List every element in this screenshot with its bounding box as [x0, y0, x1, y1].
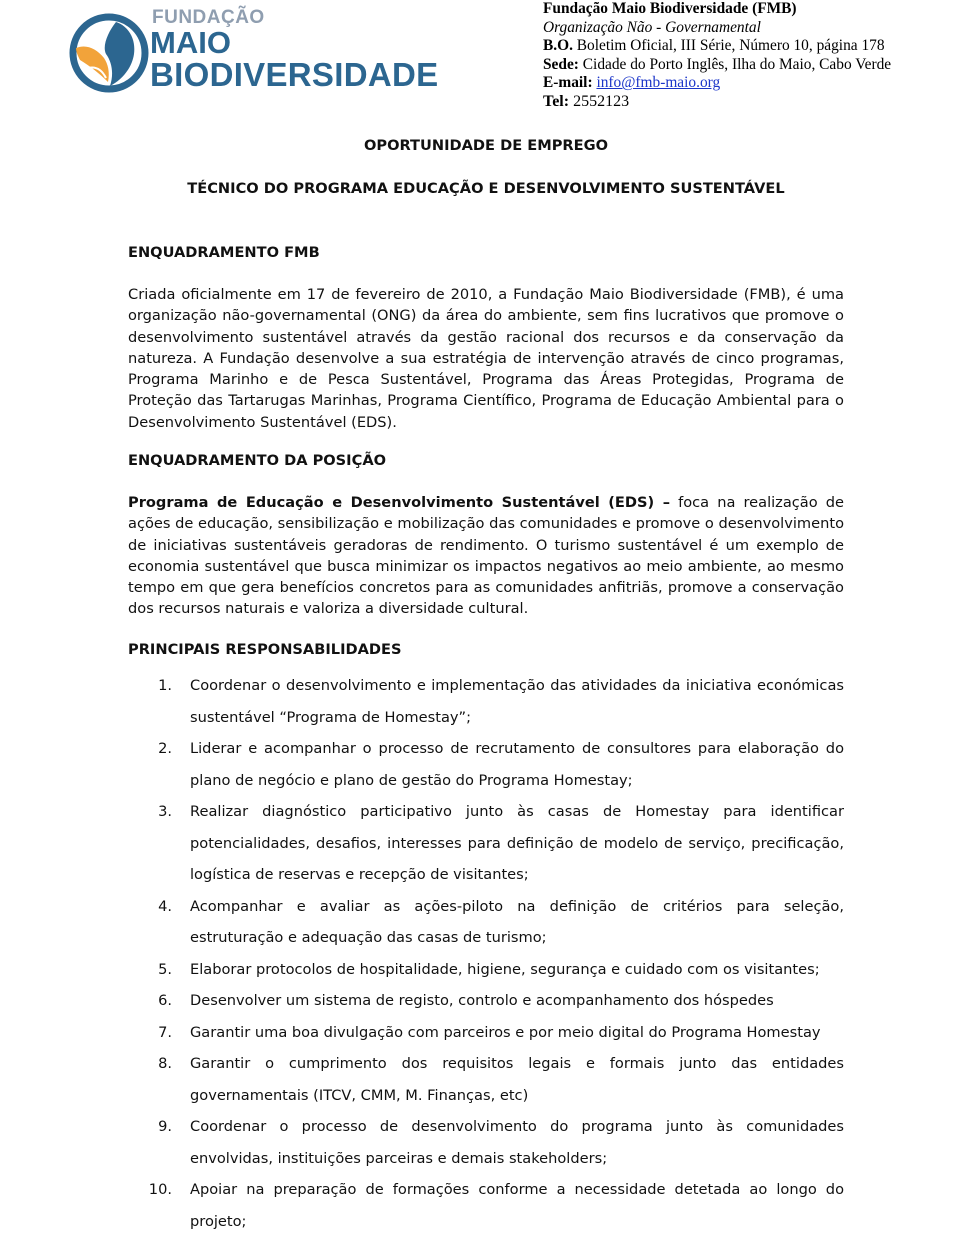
page-title: OPORTUNIDADE DE EMPREGO: [363, 137, 609, 154]
org-type: Organização Não - Governamental: [543, 18, 761, 36]
section-body-position: [128, 492, 844, 620]
island-bird-logo-icon: [66, 8, 152, 94]
sede-text: Cidade do Porto Inglês, Ilha do Maio, Cabo Verde: [582, 55, 892, 73]
program-lead: Programa de Educação e Desenvolvimento Sustentável (EDS) –: [128, 494, 671, 511]
list-item: 7. Garantir uma boa divulgação com parceiros e por meio digital do Programa Homestay: [158, 1023, 821, 1041]
page-subtitle: TÉCNICO DO PROGRAMA EDUCAÇÃO E DESENVOLVIMENTO SUSTENTÁVEL: [187, 180, 785, 197]
org-header: [543, 0, 953, 112]
sede-label: Sede:: [543, 55, 579, 73]
program-description: foca na realização de ações de educação, sensibilização e mobilização das comunidades e promove o desenvolvimento de iniciativas sustentáveis geradoras de rendimento. O turismo sustentável é um exemplo de economia sustentável que busca minimizar os impactos negativos ao meio ambiente, ao mesmo tempo em que gera benefícios concretos para as comunidades anfitriãs, promove a conservação dos recursos naturais e valoriza a diversidade cultural.: [128, 494, 844, 618]
section-body-fmb: Criada oficialmente em 17 de fevereiro de 2010, a Fundação Maio Biodiversidade (FMB), é uma organização não-governamental (ONG) da área do ambiente, sem fins lucrativos que promove o desenvolvimento sustentável através da gestão racional dos recursos e da conservação da natureza. A Fundação desenvolve a sua estratégia de intervenção através de cinco programas, Programa Marinho e de Pesca Sustentável, Programa das Áreas Protegidas, Programa de Proteção das Tartarugas Marinhas, Programa Científico, Programa de Educação Ambiental para o Desenvolvimento Sustentável (EDS).: [128, 286, 844, 431]
fmb-logo: [66, 8, 446, 100]
tel-number: 2552123: [573, 92, 630, 110]
responsibilities-list: [128, 670, 844, 1237]
bo-label: B.O.: [543, 37, 573, 55]
section-heading-responsibilities: PRINCIPAIS RESPONSABILIDADES: [128, 641, 402, 658]
list-item: 3. Realizar diagnóstico participativo junto às casas de Homestay para identificar potencialidades, desafios, interesses para definição de modelo de serviço, precificação, logística de reservas e recepção de visitantes;: [158, 803, 844, 883]
list-item: 5. Elaborar protocolos de hospitalidade, higiene, segurança e cuidado com os visitantes;: [158, 960, 820, 978]
logo-line-biodiversidade: BIODIVERSIDADE: [150, 56, 439, 93]
email-label: E-mail:: [543, 74, 593, 92]
tel-label: Tel:: [543, 92, 570, 110]
section-heading-position: ENQUADRAMENTO DA POSIÇÃO: [128, 452, 387, 469]
bo-text: Boletim Oficial, III Série, Número 10, página 178: [576, 37, 885, 55]
logo-line-maio: MAIO: [150, 25, 231, 60]
list-item: 1. Coordenar o desenvolvimento e implementação das atividades da iniciativa económicas sustentável “Programa de Homestay”;: [158, 677, 844, 726]
list-item: 9. Coordenar o processo de desenvolvimento do programa junto às comunidades envolvidas, instituições parceiras e demais stakeholders;: [158, 1118, 844, 1167]
list-item: 4. Acompanhar e avaliar as ações-piloto na definição de critérios para seleção, estruturação e adequação das casas de turismo;: [158, 897, 844, 946]
org-name: Fundação Maio Biodiversidade (FMB): [543, 0, 797, 17]
list-item: 8. Garantir o cumprimento dos requisitos legais e formais junto das entidades governamentais (ITCV, CMM, M. Finanças, etc): [158, 1055, 844, 1104]
section-heading-fmb: ENQUADRAMENTO FMB: [128, 244, 320, 261]
list-item: 10. Apoiar na preparação de formações conforme a necessidade detetada ao longo do projeto;: [148, 1181, 844, 1230]
email-link[interactable]: info@fmb-maio.org: [596, 74, 721, 92]
list-item: 2. Liderar e acompanhar o processo de recrutamento de consultores para elaboração do plano de negócio e plano de gestão do Programa Homestay;: [158, 740, 844, 789]
list-item: 6. Desenvolver um sistema de registo, controlo e acompanhamento dos hóspedes: [158, 992, 774, 1009]
logo-line-fundacao: FUNDAÇÃO: [152, 7, 265, 28]
